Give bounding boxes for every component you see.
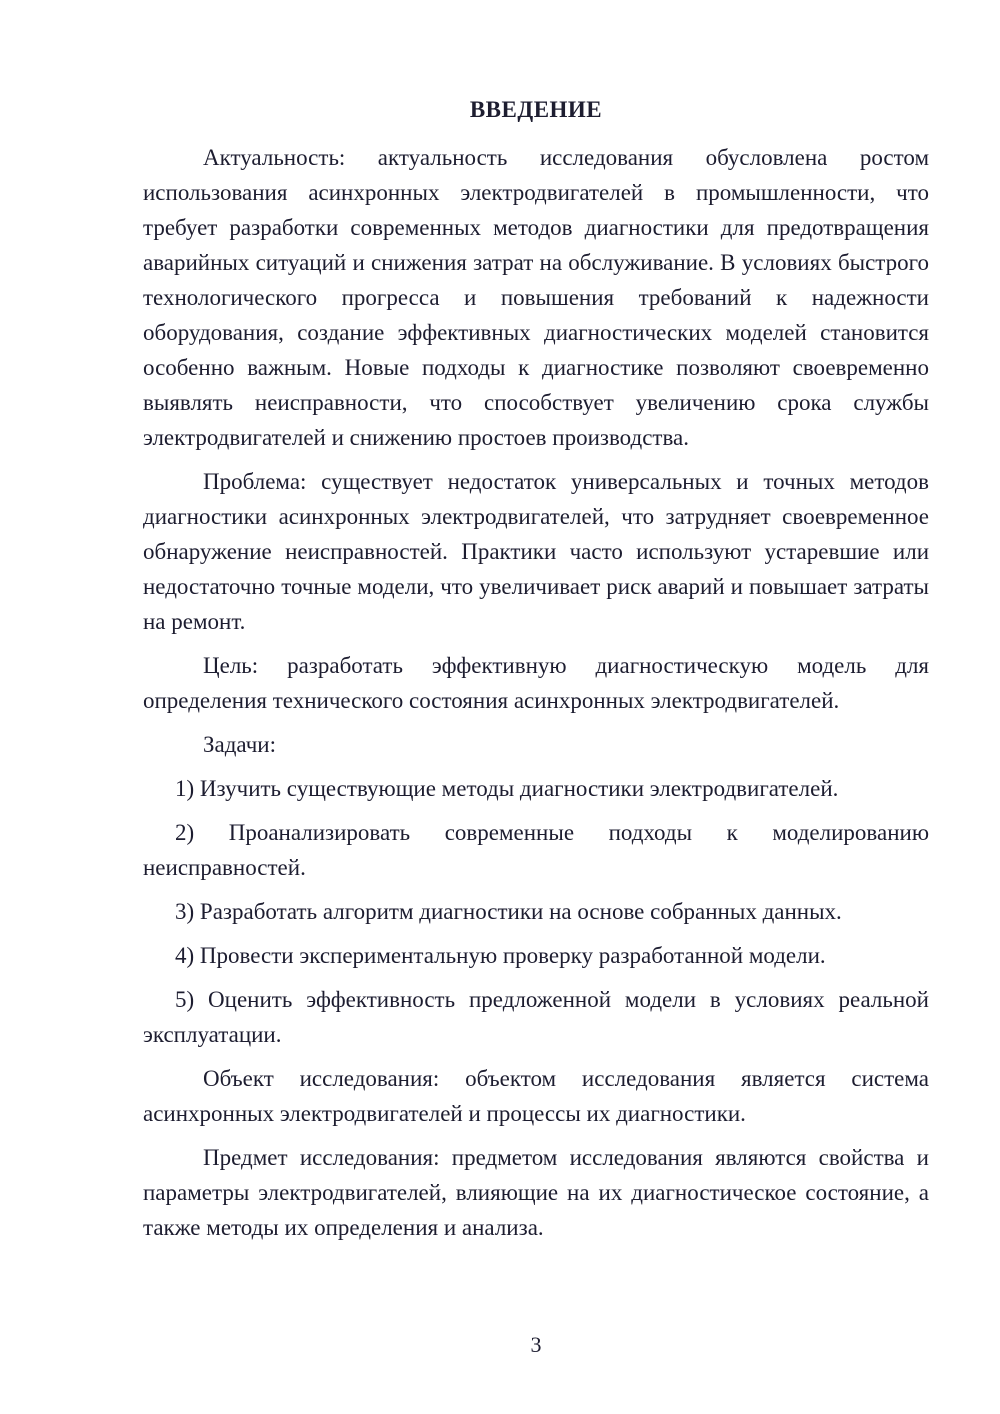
task-item-5: 5) Оценить эффективность предложенной модели в условиях реальной эксплуатации. bbox=[143, 987, 929, 1047]
task-item-4: 4) Провести экспериментальную проверку разработанной модели. bbox=[175, 943, 826, 968]
page-number: 3 bbox=[530, 1332, 542, 1357]
paragraph-relevance: Актуальность: актуальность исследования обусловлена ростом использования асинхронных электродвигателей в промышленности, что требует разработки современных методов диагностики для предотвращения аварийных ситуаций и снижения затрат на обслуживание. В условиях быстрого технологического прогресса и повышения требований к надежности оборудования, создание эффективных диагностических моделей становится особенно важным. Новые подходы к диагностике позволяют своевременно выявлять неисправности, что способствует увеличению срока службы электродвигателей и снижению простоев производства. bbox=[143, 145, 929, 450]
paragraph-goal: Цель: разработать эффективную диагностическую модель для определения технического состояния асинхронных электродвигателей. bbox=[143, 653, 929, 713]
paragraph-research-object: Объект исследования: объектом исследования является система асинхронных электродвигателей и процессы их диагностики. bbox=[143, 1066, 929, 1126]
paragraph-research-subject: Предмет исследования: предметом исследования являются свойства и параметры электродвигателей, влияющие на их диагностическое состояние, а также методы их определения и анализа. bbox=[143, 1145, 929, 1240]
task-item-2: 2) Проанализировать современные подходы к моделированию неисправностей. bbox=[143, 820, 929, 880]
paragraph-problem: Проблема: существует недостаток универсальных и точных методов диагностики асинхронных электродвигателей, что затрудняет своевременное обнаружение неисправностей. Практики часто используют устаревшие или недостаточно точные модели, что увеличивает риск аварий и повышает затраты на ремонт. bbox=[143, 469, 929, 634]
document-title: ВВЕДЕНИЕ bbox=[469, 97, 603, 122]
task-item-3: 3) Разработать алгоритм диагностики на основе собранных данных. bbox=[175, 899, 842, 924]
task-item-1: 1) Изучить существующие методы диагностики электродвигателей. bbox=[175, 776, 839, 801]
tasks-heading: Задачи: bbox=[203, 732, 276, 757]
